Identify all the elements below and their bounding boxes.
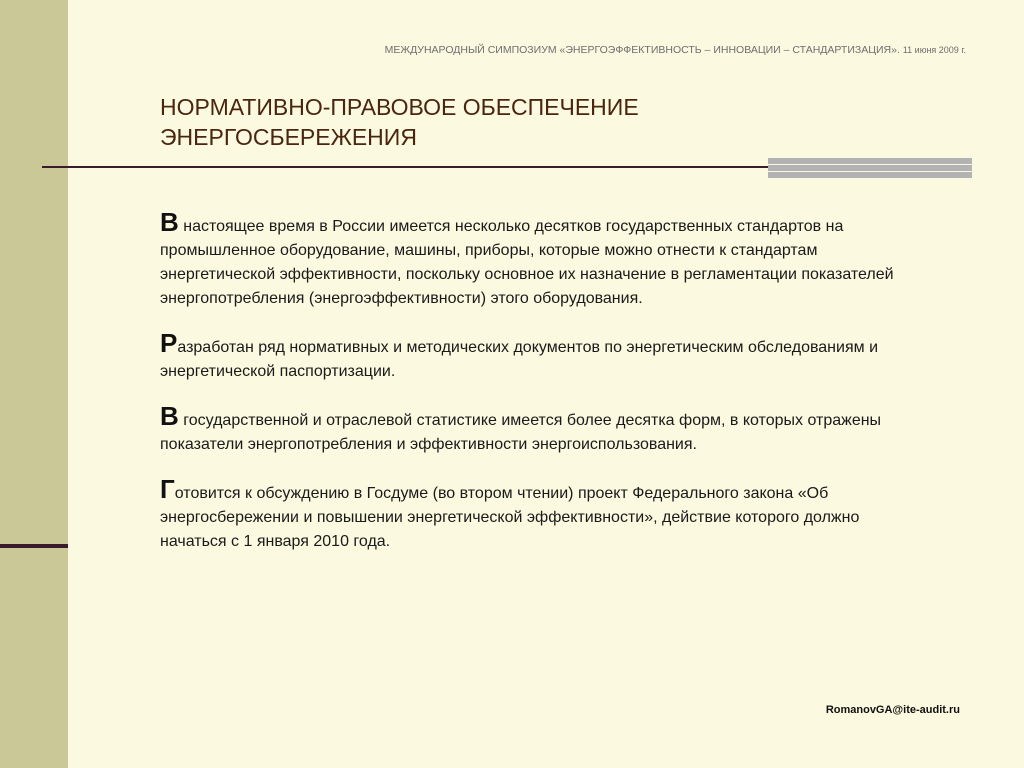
author-email: RomanovGA@ite-audit.ru [825,704,960,716]
paragraph-initial: Р [160,328,178,358]
paragraph-text: настоящее время в России имеется несколько десятков государственных стандартов на промышленное оборудование, машины, приборы, которые можно отнести к стандартам энергетической эффективности, поскольку основное их назначение в регламентации показателей энергопотребления (энергоэффективности) этого оборудования. [160,218,894,307]
paragraph-text: государственной и отраслевой статистике имеется более десятка форм, в которых отражены показатели энергопотребления и эффективности энергоиспользования. [160,412,882,453]
paragraph-text: азработан ряд нормативных и методических документов по энергетическим обследованиям и энергетической паспортизации. [160,339,878,380]
slide-title-line-2: ЭНЕРГОСБЕРЕЖЕНИЯ [160,124,417,150]
title-divider-accent [768,158,972,178]
body-paragraph [160,207,920,311]
symposium-title: МЕЖДУНАРОДНЫЙ СИМПОЗИУМ «ЭНЕРГОЭФФЕКТИВНОСТЬ – ИННОВАЦИИ – СТАНДАРТИЗАЦИЯ». [384,44,900,56]
slide-body [160,207,920,576]
paragraph-initial: В [160,401,179,431]
paragraph-initial: В [160,207,179,237]
body-paragraph [160,401,920,457]
paragraph-text: отовится к обсуждению в Госдуме (во втором чтении) проект Федерального закона «Об энергосбережении и повышении энергетической эффективности», действие которого должно начаться с 1 января 2010 года. [160,485,860,550]
paragraph-initial: Г [160,474,175,504]
body-paragraph [160,474,920,554]
left-band-rule [0,544,68,548]
slide-title-line-1: НОРМАТИВНО-ПРАВОВОЕ ОБЕСПЕЧЕНИЕ [160,94,639,120]
slide-title [160,92,860,152]
symposium-header [0,44,966,56]
left-decorative-band [0,0,68,768]
body-paragraph [160,328,920,384]
symposium-date: 11 июня 2009 г. [902,45,966,55]
